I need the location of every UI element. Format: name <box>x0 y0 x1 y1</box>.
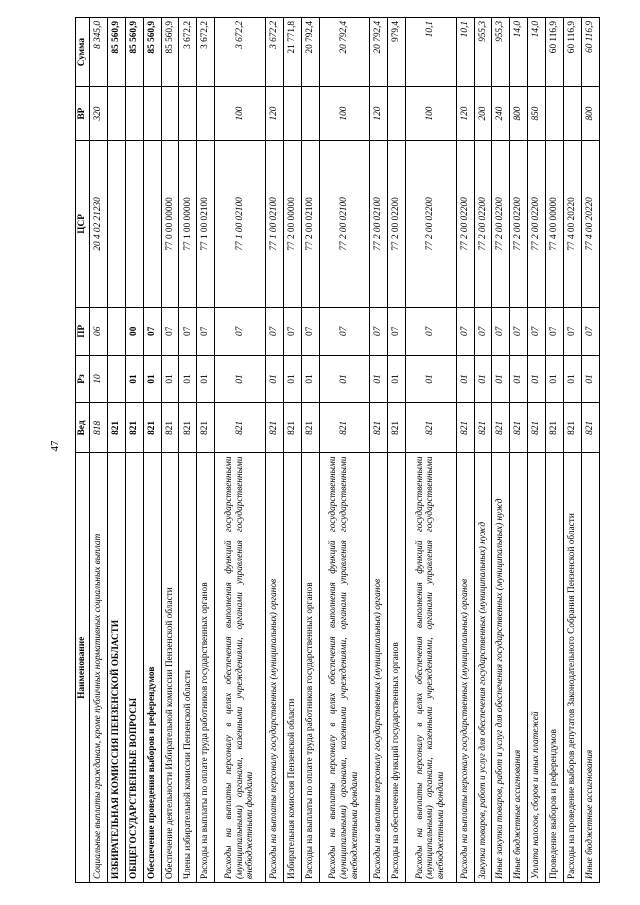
cell-sum: 955,3 <box>492 18 510 87</box>
cell-csr: 20 4 02 21230 <box>90 140 108 307</box>
cell-ved: 821 <box>143 403 161 453</box>
cell-pr: 07 <box>319 307 370 355</box>
cell-ved: 821 <box>215 403 266 453</box>
table-row <box>456 18 474 883</box>
cell-csr <box>143 140 161 307</box>
cell-ved: 821 <box>492 403 510 453</box>
cell-rz <box>107 355 125 403</box>
header-rz: Рз <box>76 355 90 403</box>
cell-vr: 120 <box>456 87 474 141</box>
cell-rz: 01 <box>265 355 283 403</box>
header-sum: Сумма <box>76 18 90 87</box>
cell-sum: 60 116,9 <box>546 18 564 87</box>
cell-pr: 07 <box>161 307 179 355</box>
cell-pr: 06 <box>90 307 108 355</box>
table-row <box>179 18 197 883</box>
cell-name: Обеспечение проведения выборов и референдумов <box>143 453 161 883</box>
cell-rz: 01 <box>474 355 492 403</box>
cell-ved: 821 <box>474 403 492 453</box>
cell-ved: 821 <box>388 403 406 453</box>
cell-name: Социальные выплаты гражданам, кроме публичных нормативных социальных выплат <box>90 453 108 883</box>
cell-ved: 821 <box>265 403 283 453</box>
cell-csr: 77 2 00 00000 <box>283 140 301 307</box>
cell-rz: 01 <box>197 355 215 403</box>
cell-pr: 07 <box>581 307 599 355</box>
cell-ved: 821 <box>197 403 215 453</box>
cell-pr: 07 <box>405 307 456 355</box>
cell-name: Расходы на выплаты персоналу государственных (муниципальных) органов <box>370 453 388 883</box>
cell-name: Расходы на выплаты персоналу государственных (муниципальных) органов <box>265 453 283 883</box>
cell-sum: 20 792,4 <box>370 18 388 87</box>
cell-vr <box>563 87 581 141</box>
cell-ved: 821 <box>301 403 319 453</box>
cell-rz: 01 <box>492 355 510 403</box>
cell-name: ОБЩЕГОСУДАРСТВЕННЫЕ ВОПРОСЫ <box>125 453 143 883</box>
cell-pr: 07 <box>265 307 283 355</box>
cell-vr <box>143 87 161 141</box>
cell-csr: 77 2 00 02200 <box>456 140 474 307</box>
cell-csr <box>125 140 143 307</box>
cell-ved: 821 <box>161 403 179 453</box>
cell-pr: 07 <box>215 307 266 355</box>
table-row <box>161 18 179 883</box>
cell-rz: 10 <box>90 355 108 403</box>
cell-vr <box>283 87 301 141</box>
cell-sum: 3 672,2 <box>265 18 283 87</box>
cell-rz: 01 <box>405 355 456 403</box>
cell-rz: 01 <box>510 355 528 403</box>
cell-sum: 85 560,9 <box>107 18 125 87</box>
cell-pr: 07 <box>143 307 161 355</box>
cell-csr: 77 2 00 02200 <box>528 140 546 307</box>
cell-pr: 07 <box>546 307 564 355</box>
table-row <box>90 18 108 883</box>
table-row <box>474 18 492 883</box>
cell-ved: 821 <box>405 403 456 453</box>
table-row <box>510 18 528 883</box>
cell-name: Обеспечение деятельности Избирательной комиссии Пензенской области <box>161 453 179 883</box>
page-number: 47 <box>49 440 61 452</box>
cell-sum: 85 560,9 <box>161 18 179 87</box>
cell-sum: 14,0 <box>528 18 546 87</box>
cell-pr: 07 <box>388 307 406 355</box>
cell-name: Проведение выборов и референдумов <box>546 453 564 883</box>
table-header-row <box>76 18 90 883</box>
cell-sum: 8 345,0 <box>90 18 108 87</box>
cell-vr: 800 <box>510 87 528 141</box>
cell-vr: 240 <box>492 87 510 141</box>
cell-vr <box>107 87 125 141</box>
cell-sum: 85 560,9 <box>125 18 143 87</box>
cell-csr: 77 1 00 02100 <box>215 140 266 307</box>
cell-sum: 14,0 <box>510 18 528 87</box>
cell-vr <box>301 87 319 141</box>
cell-csr: 77 2 00 02200 <box>405 140 456 307</box>
cell-sum: 979,4 <box>388 18 406 87</box>
cell-rz: 01 <box>456 355 474 403</box>
cell-sum: 3 672,2 <box>179 18 197 87</box>
cell-ved: 821 <box>581 403 599 453</box>
cell-pr: 07 <box>563 307 581 355</box>
cell-ved: 821 <box>370 403 388 453</box>
cell-ved: 821 <box>125 403 143 453</box>
cell-sum: 3 672,2 <box>215 18 266 87</box>
cell-name: Расходы на выплаты персоналу в целях обеспечения выполнения функций государственными (муниципальными) органами, казенными учреждениями, органами управления государственными внебюджетными фондами <box>215 453 266 883</box>
cell-rz: 01 <box>215 355 266 403</box>
cell-name: Закупка товаров, работ и услуг для обеспечения государственных (муниципальных) нужд <box>474 453 492 883</box>
cell-sum: 955,3 <box>474 18 492 87</box>
cell-ved: 821 <box>283 403 301 453</box>
cell-vr <box>388 87 406 141</box>
cell-rz: 01 <box>125 355 143 403</box>
cell-vr: 850 <box>528 87 546 141</box>
cell-name: Члены избирательной комиссии Пензенской области <box>179 453 197 883</box>
table-row <box>197 18 215 883</box>
cell-sum: 10,1 <box>405 18 456 87</box>
cell-vr: 100 <box>319 87 370 141</box>
cell-csr: 77 4 00 20220 <box>581 140 599 307</box>
cell-vr <box>546 87 564 141</box>
cell-csr: 77 2 00 02200 <box>510 140 528 307</box>
cell-rz: 01 <box>370 355 388 403</box>
cell-ved: 821 <box>510 403 528 453</box>
table-row <box>107 18 125 883</box>
cell-pr: 07 <box>528 307 546 355</box>
cell-csr: 77 4 00 20220 <box>563 140 581 307</box>
cell-pr: 07 <box>301 307 319 355</box>
cell-rz: 01 <box>388 355 406 403</box>
cell-rz: 01 <box>546 355 564 403</box>
cell-vr: 120 <box>370 87 388 141</box>
cell-sum: 85 560,9 <box>143 18 161 87</box>
cell-ved: 821 <box>563 403 581 453</box>
cell-name: Расходы на выплаты персоналу государственных (муниципальных) органов <box>456 453 474 883</box>
cell-rz: 01 <box>143 355 161 403</box>
cell-rz: 01 <box>283 355 301 403</box>
cell-sum: 20 792,4 <box>319 18 370 87</box>
cell-name: ИЗБИРАТЕЛЬНАЯ КОМИССИЯ ПЕНЗЕНСКОЙ ОБЛАСТИ <box>107 453 125 883</box>
cell-csr: 77 1 00 02100 <box>197 140 215 307</box>
cell-vr <box>161 87 179 141</box>
cell-rz: 01 <box>581 355 599 403</box>
table-row <box>405 18 456 883</box>
cell-vr <box>179 87 197 141</box>
cell-vr: 800 <box>581 87 599 141</box>
table-row <box>492 18 510 883</box>
table-row <box>265 18 283 883</box>
cell-pr: 07 <box>474 307 492 355</box>
cell-name: Расходы на обеспечение функций государственных органов <box>388 453 406 883</box>
cell-csr: 77 0 00 00000 <box>161 140 179 307</box>
cell-csr: 77 4 00 00000 <box>546 140 564 307</box>
table-row <box>215 18 266 883</box>
cell-sum: 21 771,8 <box>283 18 301 87</box>
cell-csr: 77 2 00 02100 <box>301 140 319 307</box>
rotated-table-wrapper <box>75 17 600 883</box>
cell-pr: 00 <box>125 307 143 355</box>
cell-pr: 07 <box>456 307 474 355</box>
cell-ved: 821 <box>107 403 125 453</box>
cell-name: Уплата налогов, сборов и иных платежей <box>528 453 546 883</box>
cell-pr: 07 <box>283 307 301 355</box>
cell-name: Расходы на выплаты персоналу в целях обеспечения выполнения функций государственными (муниципальными) органами, казенными учреждениями, органами управления государственными внебюджетными фондами <box>405 453 456 883</box>
cell-pr: 07 <box>492 307 510 355</box>
header-ved: Вед <box>76 403 90 453</box>
cell-csr: 77 2 00 02200 <box>388 140 406 307</box>
cell-rz: 01 <box>319 355 370 403</box>
cell-csr: 77 2 00 02200 <box>492 140 510 307</box>
table-row <box>125 18 143 883</box>
cell-vr: 320 <box>90 87 108 141</box>
table-row <box>370 18 388 883</box>
table-row <box>563 18 581 883</box>
cell-ved: 821 <box>179 403 197 453</box>
cell-sum: 60 116,9 <box>581 18 599 87</box>
header-vr: ВР <box>76 87 90 141</box>
cell-rz: 01 <box>161 355 179 403</box>
budget-table <box>75 17 600 883</box>
cell-name: Расходы на выплаты по оплате труда работников государственных органов <box>197 453 215 883</box>
table-row <box>388 18 406 883</box>
cell-name: Иные закупки товаров, работ и услуг для обеспечения государственных (муниципальных) нужд <box>492 453 510 883</box>
header-csr: ЦСР <box>76 140 90 307</box>
cell-pr: 07 <box>197 307 215 355</box>
cell-csr: 77 2 00 02100 <box>319 140 370 307</box>
cell-vr <box>125 87 143 141</box>
cell-name: Расходы на выплаты персоналу в целях обеспечения выполнения функций государственными (муниципальными) органами, казенными учреждениями, органами управления государственными внебюджетными фондами <box>319 453 370 883</box>
cell-ved: 821 <box>456 403 474 453</box>
cell-csr: 77 1 00 02100 <box>265 140 283 307</box>
cell-csr: 77 2 00 02100 <box>370 140 388 307</box>
cell-vr: 100 <box>405 87 456 141</box>
header-pr: ПР <box>76 307 90 355</box>
cell-rz: 01 <box>301 355 319 403</box>
cell-pr: 07 <box>370 307 388 355</box>
cell-ved: 821 <box>319 403 370 453</box>
cell-name: Иные бюджетные ассигнования <box>581 453 599 883</box>
cell-vr: 120 <box>265 87 283 141</box>
cell-sum: 10,1 <box>456 18 474 87</box>
cell-sum: 3 672,2 <box>197 18 215 87</box>
header-name: Наименование <box>76 453 90 883</box>
cell-csr: 77 2 00 02200 <box>474 140 492 307</box>
table-row <box>283 18 301 883</box>
cell-pr: 07 <box>179 307 197 355</box>
table-body <box>90 18 600 883</box>
cell-vr <box>197 87 215 141</box>
cell-ved: 821 <box>546 403 564 453</box>
table-row <box>581 18 599 883</box>
cell-csr: 77 1 00 00000 <box>179 140 197 307</box>
cell-rz: 01 <box>528 355 546 403</box>
cell-sum: 20 792,4 <box>301 18 319 87</box>
cell-vr: 200 <box>474 87 492 141</box>
table-row <box>301 18 319 883</box>
cell-pr: 07 <box>510 307 528 355</box>
cell-ved: 818 <box>90 403 108 453</box>
cell-sum: 60 116,9 <box>563 18 581 87</box>
cell-rz: 01 <box>179 355 197 403</box>
cell-pr <box>107 307 125 355</box>
cell-rz: 01 <box>563 355 581 403</box>
cell-csr <box>107 140 125 307</box>
table-row <box>546 18 564 883</box>
cell-name: Избирательная комиссия Пензенской области <box>283 453 301 883</box>
table-row <box>319 18 370 883</box>
cell-ved: 821 <box>528 403 546 453</box>
cell-name: Иные бюджетные ассигнования <box>510 453 528 883</box>
cell-vr: 100 <box>215 87 266 141</box>
cell-name: Расходы на выплаты по оплате труда работников государственных органов <box>301 453 319 883</box>
table-row <box>143 18 161 883</box>
table-row <box>528 18 546 883</box>
cell-name: Расходы на проведение выборов депутатов Законодательного Собрания Пензенской области <box>563 453 581 883</box>
